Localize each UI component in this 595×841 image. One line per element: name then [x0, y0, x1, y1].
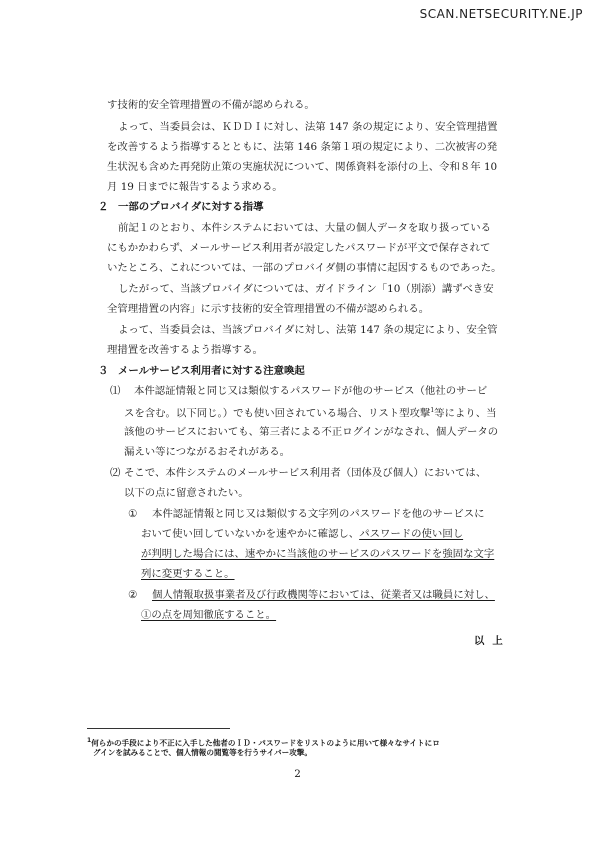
body-line: 理措置を改善するよう指導する。: [107, 344, 263, 356]
body-text: おいて使い回していないかを速やかに確認し、: [141, 528, 360, 540]
footnote-number: 1: [87, 737, 92, 744]
underlined-text: パスワードの使い回し: [359, 528, 464, 540]
footnote-ref[interactable]: 1: [430, 407, 435, 414]
body-line: 漏えい等につながるおそれがある。: [124, 446, 291, 458]
item-number: ①: [128, 508, 138, 520]
body-line: を改善するよう指導するとともに、法第 146 条第１項の規定により、二次被害の発: [107, 141, 498, 153]
body-line: 月 19 日までに報告するよう求める。: [107, 181, 283, 193]
body-line: 前記１のとおり、本件システムにおいては、大量の個人データを取り扱っている: [118, 222, 492, 234]
body-text: 等により、当: [434, 407, 497, 420]
underlined-line: 個人情報取扱事業者及び行政機関等においては、従業者又は職員に対し、: [152, 589, 495, 601]
footnote-divider: [87, 728, 230, 729]
footnote-line: グインを試みることで、個人情報の閲覧等を行うサイバー攻撃。: [93, 748, 312, 757]
page-number: 2: [294, 768, 301, 780]
body-line: いたところ、これについては、一部のプロバイダ側の事情に起因するものであった。: [107, 262, 502, 274]
section-heading: メールサービス利用者に対する注意喚起: [118, 365, 305, 377]
body-line: よって、当委員会は、当該プロバイダに対し、法第 147 条の規定により、安全管: [118, 324, 498, 336]
closing-mark: 以上: [474, 635, 511, 647]
body-line: 全管理措置の内容」に示す技術的安全管理措置の不備が認められる。: [107, 303, 430, 315]
section-number: ２: [98, 201, 109, 213]
paragraph-number: ⑴: [110, 385, 121, 397]
item-number: ②: [128, 589, 138, 601]
body-text: スを含む。以下同じ。）でも使い回されている場合、リスト型攻撃: [124, 407, 431, 420]
footnote-text: 何らかの手段により不正に入手した他者のＩＤ・パスワードをリストのように用いて様々なサイトにロ: [91, 738, 440, 748]
paragraph-number: ⑵: [110, 467, 121, 479]
section-heading: 一部のプロバイダに対する指導: [118, 201, 264, 213]
body-line: 該他のサービスにおいても、第三者による不正ログインがなされ、個人データの: [124, 426, 499, 438]
body-line: 以下の点に留意されたい。: [124, 487, 249, 499]
body-line: す技術的安全管理措置の不備が認められる。: [107, 99, 315, 111]
body-line: 生状況も含めた再発防止策の実施状況について、関係資料を添付の上、令和８年 10: [107, 161, 498, 173]
body-line: [141, 527, 463, 541]
body-line: したがって、当該プロバイダについては、ガイドライン「10（別添）講ずべき安: [118, 283, 494, 295]
body-line: よって、当委員会は、ＫＤＤＩに対し、法第 147 条の規定により、安全管理措置: [118, 121, 498, 133]
body-line: 本件認証情報と同じ又は類似するパスワードが他のサービス（他社のサービ: [134, 385, 488, 397]
watermark: SCAN.NETSECURITY.NE.JP: [419, 7, 583, 21]
underlined-line: が判明した場合には、速やかに当該他のサービスのパスワードを強固な文字: [141, 548, 495, 560]
section-number: ３: [98, 365, 109, 377]
body-line: そこで、本件システムのメールサービス利用者（団体及び個人）においては、: [124, 467, 487, 479]
body-line: にもかかわらず、メールサービス利用者が設定したパスワードが平文で保存されて: [107, 242, 491, 254]
underlined-line: 列に変更すること。: [141, 568, 235, 580]
body-line: [124, 404, 496, 420]
body-line: 本件認証情報と同じ又は類似する文字列のパスワードを他のサービスに: [152, 508, 485, 520]
underlined-line: ①の点を周知徹底すること。: [141, 609, 277, 621]
